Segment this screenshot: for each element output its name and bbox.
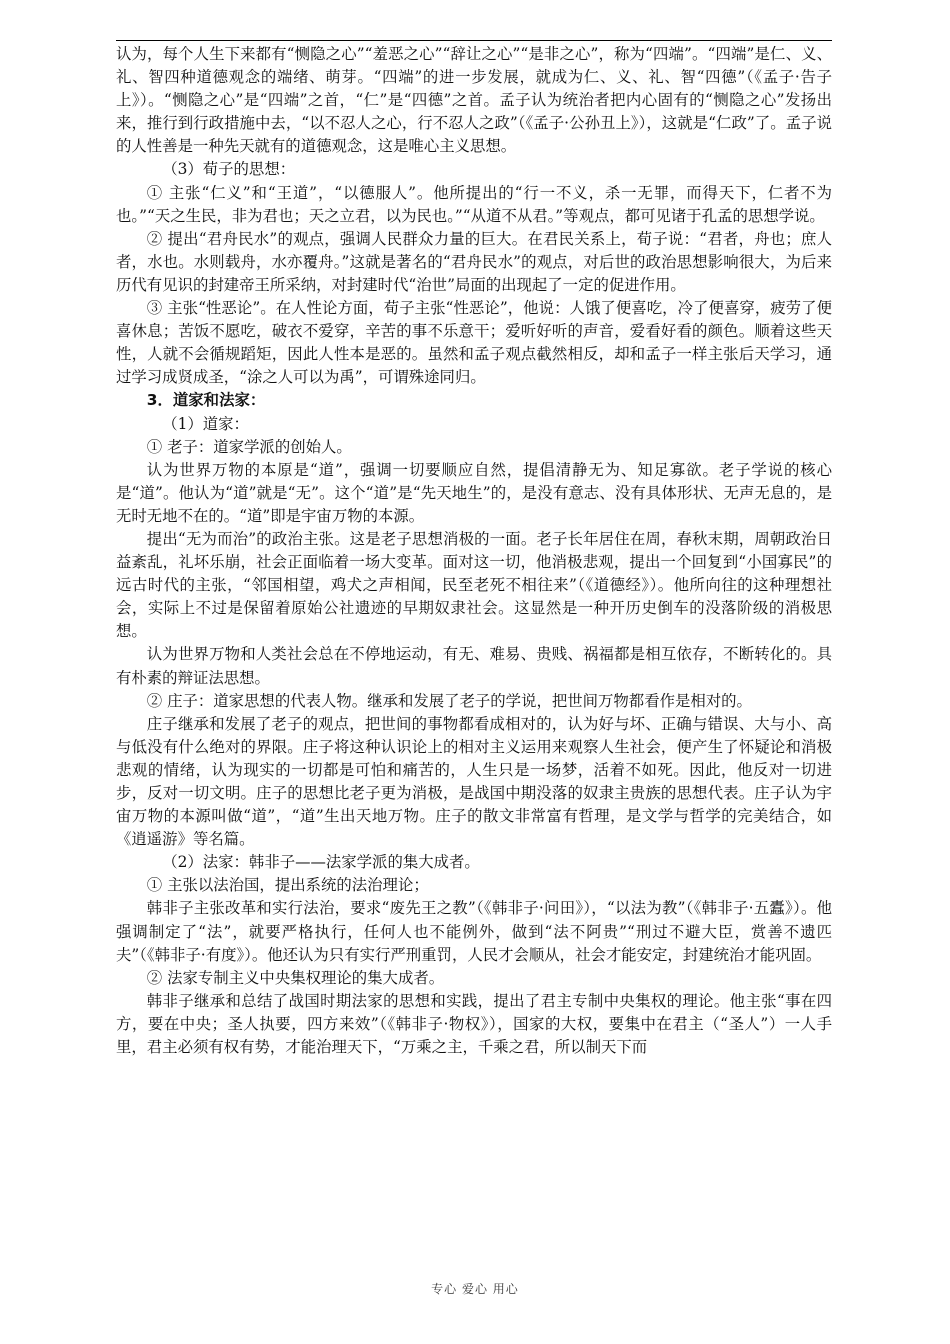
paragraph-hanfeizi-rule-of-law: 韩非子主张改革和实行法治，要求“废先王之教”（《韩非子·问田》），“以法为教”（《韩非子·五蠹》）。他强调制定了“法”，就要严格执行，任何人也不能例外，做到“法不阿贵”“刑过不避大臣，赏善不遗匹夫”（《韩非子·有度》）。他还认为只有实行严刑重罚，人民才会顺从，社会才能安定，封建统治才能巩固。 <box>116 899 832 964</box>
paragraph-laozi-dao: 认为世界万物的本原是“道”，强调一切要顺应自然，提倡清静无为、知足寡欲。老子学说的核心是“道”。他认为“道”就是“无”。这个“道”是“先天地生”的，是没有意志、没有具体形状、无声无息的，是无时无地不在的。“道”即是宇宙万物的本源。 <box>116 460 832 525</box>
paragraph-hanfeizi-point-1: ① 主张以法治国，提出系统的法治理论； <box>146 876 429 895</box>
section-heading-daoism-legalism: 3．道家和法家： <box>146 391 266 410</box>
paragraph-xunzi-3: ③ 主张“性恶论”。在人性论方面，荀子主张“性恶论”，他说：人饿了便喜吃，冷了便喜穿，疲劳了便喜休息；苦饭不愿吃，破衣不爱穿，辛苦的事不乐意干；爱听好听的声音，爱看好看的颜色。顺着这些天性，人就不会循规蹈矩，因此人性本是恶的。虽然和孟子观点截然相反，却和孟子一样主张后天学习，通过学习成贤成圣，“涂之人可以为禹”，可谓殊途同归。 <box>116 299 832 387</box>
subheading-legalism: （2）法家：韩非子——法家学派的集大成者。 <box>162 853 480 872</box>
paragraph-laozi-dialectics: 认为世界万物和人类社会总在不停地运动，有无、难易、贵贱、祸福都是相互依存，不断转化的。具有朴素的辩证法思想。 <box>116 645 832 687</box>
paragraph-xunzi-2: ② 提出“君舟民水”的观点，强调人民群众力量的巨大。在君民关系上，荀子说：“君者，舟也；庶人者，水也。水则载舟，水亦覆舟。”这就是著名的“君舟民水”的观点，对后世的政治思想影响很大，为后来历代有见识的封建帝王所采纳，对封建时代“治世”局面的出现起了一定的促进作用。 <box>116 229 832 294</box>
paragraph-zhuangzi-detail: 庄子继承和发展了老子的观点，把世间的事物都看成相对的，认为好与坏、正确与错误、大与小、高与低没有什么绝对的界限。庄子将这种认识论上的相对主义运用来观察人生社会，便产生了怀疑论和消极悲观的情绪，认为现实的一切都是可怕和痛苦的，人生只是一场梦，活着不如死。因此，他反对一切进步，反对一切文明。庄子的思想比老子更为消极，是战国中期没落的奴隶主贵族的思想代表。庄子认为宇宙万物的本源叫做“道”，“道”生出天地万物。庄子的散文非常富有哲理，是文学与哲学的完美结合，如《逍遥游》等名篇。 <box>116 714 832 849</box>
paragraph-laozi-wuwei: 提出“无为而治”的政治主张。这是老子思想消极的一面。老子长年居住在周，春秋末期，周朝政治日益紊乱，礼坏乐崩，社会正面临着一场大变革。面对这一切，他消极悲观，提出一个回复到“小国寡民”的远古时代的主张，“邻国相望，鸡犬之声相闻，民至老死不相往来”（《道德经》）。他所向往的这种理想社会，实际上不过是保留着原始公社遗迹的早期奴隶社会。这显然是一种开历史倒车的没落阶级的消极思想。 <box>116 529 832 641</box>
paragraph-hanfeizi-point-2: ② 法家专制主义中央集权理论的集大成者。 <box>146 968 445 987</box>
paragraph-xunzi-1: ① 主张“仁义”和“王道”，“以德服人”。他所提出的“行一不义，杀一无罪，而得天下，仁者不为也。”“天之生民，非为君也；天之立君，以为民也。”“从道不从君。”等观点，都可见诸于孔孟的思想学说。 <box>116 183 832 225</box>
paragraph-laozi-intro: ① 老子：道家学派的创始人。 <box>146 437 352 456</box>
page-footer: 专心 爱心 用心 <box>431 1282 519 1296</box>
paragraph-zhuangzi-intro: ② 庄子：道家思想的代表人物。继承和发展了老子的学说，把世间万物都看作是相对的。 <box>146 691 752 710</box>
paragraph-hanfeizi-centralization: 韩非子继承和总结了战国时期法家的思想和实践，提出了君主专制中央集权的理论。他主张“事在四方，要在中央；圣人执要，四方来效”（《韩非子·物权》），国家的大权，要集中在君主（“圣人”）一人手里，君主必须有权有势，才能治理天下，“万乘之主，千乘之君，所以制天下而 <box>116 991 832 1057</box>
body-text <box>116 43 832 1059</box>
subheading-daoism: （1）道家： <box>162 414 249 433</box>
header-rule <box>116 40 832 41</box>
subheading-xunzi: （3）荀子的思想： <box>162 160 296 179</box>
paragraph-mencius-four-sprouts: 认为，每个人生下来都有“恻隐之心”“羞恶之心”“辞让之心”“是非之心”，称为“四端”。“四端”是仁、义、礼、智四种道德观念的端绪、萌芽。“四端”的进一步发展，就成为仁、义、礼、智“四德”（《孟子·告子上》）。“恻隐之心”是“四端”之首，“仁”是“四德”之首。孟子认为统治者把内心固有的“恻隐之心”发扬出来，推行到行政措施中去，“以不忍人之心，行不忍人之政”（《孟子·公孙丑上》），这就是“仁政”了。孟子说的人性善是一种先天就有的道德观念，这是唯心主义思想。 <box>116 45 832 156</box>
